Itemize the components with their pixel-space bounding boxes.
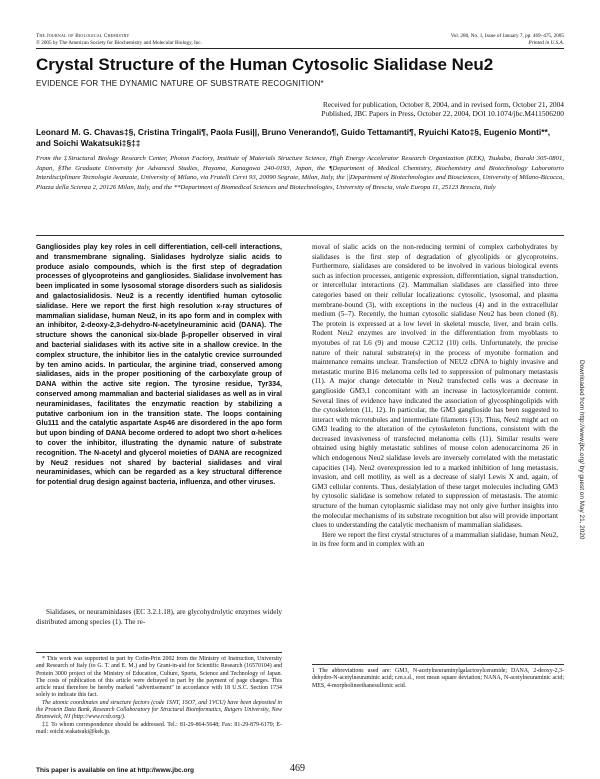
intro-paragraph-start: Sialidases, or neuraminidases (EC 3.2.1.18), are glycohydrolytic enzymes widely distributed among species (1). The re- (36, 608, 282, 626)
footnote-rule (36, 652, 282, 653)
intro-paragraph-next: Here we report the first crystal structures of a mammalian sialidase, human Neu2, in its free form and in complex with an (312, 530, 558, 549)
download-note: Downloaded from http://www.jbc.org/ by guest on May 21, 2020 (578, 360, 585, 540)
footnote-abbreviations: 1 The abbreviations used are: GM3, N-acetylneuraminylgalactosylceramide; DANA, 2-deoxy-2,3-dehydro-N-acetylneuraminic acid; r.m.s.d., root mean square deviation; NANA, N-acetylneuraminic acid; MES, 4-morpholineethanesulfonic acid. (312, 668, 564, 689)
footnotes-left (36, 656, 282, 760)
running-header-right (451, 33, 564, 46)
header-rule (36, 48, 564, 49)
printed-note: Printed in U.S.A. (528, 39, 564, 46)
article-title: Crystal Structure of the Human Cytosolic Sialidase Neu2 (36, 55, 494, 74)
intro-paragraph-continued: moval of sialic acids on the non-reducing termini of complex carbohydrates by sialidases is the first step of degradation of glycolipids or glycoproteins. Furthermore, sialidases are considered to be involved in various biological events such as infection processes, antigenic expression, differentiation, signal transduction, or intercellular interactions (2). Mammalian sialidases are classified into three categories based on their cellular localizations: cytosolic, lysosomal, and plasma membrane-bound (3), with exceptions in the nucleus (4) and in the extracellular medium (5–7). Recently, the human cytosolic sialidase Neu2 has been cloned (8). The protein is expressed at a low level in skeletal muscle, liver, and brain cells. Rodent Neu2 enzymes are involved in the differentiation from myoblasts to myotubes of rat L6 (9) and mouse C2C12 (10) cells. Unfortunately, the precise nature of their natural substrate(s) in the process of myotube formation and maintenance remains unclear. Transfection of NEU2 cDNA to highly invasive and metastatic murine B16 melanoma cells led to suppression of pulmonary metastasis (11). A major change detectable in Neu2 transfected cells was a decrease in ganglioside GM3,1 concomitant with an increase in lactosylceramide content. Several lines of evidence have indicated the association of glycosphingolipids with the cytoskeleton (11, 12). In particular, the GM3 ganglioside has been suggested to interact with microtubules and intermediate filaments (13). Thus, Neu2 might act on GM3 leading to the alteration of the cytoskeleton functions, consistent with the decreased invasiveness of transfected melanoma cells (11). Similar results were obtained using highly metastatic sublines of mouse colon adenocarcinoma 26 in which endogenous Neu2 sialidase levels are inversely correlated with the metastatic capacities (14). Neu2 overexpression led to a marked inhibition of lung metastasis, invasion, and cell motility, as well as a decrease of sialyl Lewis X and, again, of GM3 cellular contents. Thus, desialylation of these target molecules including GM3 by cytosolic sialidase is somehow related to suppression of metastasis. The atomic structure of the human cytoplasmic sialidase may not only give further insights into the molecular mechanisms of its substrate recognition but also will provide important clues to understanding the catalytic mechanism of mammalian sialidases. (312, 243, 558, 530)
published-doi: Published, JBC Papers in Press, October 22, 2004, DOI 10.1074/jbc.M411506200 (321, 109, 564, 119)
footnote-correspondence: ‡‡ To whom correspondence should be addressed. Tel.: 81-29-864-5648; Fax: 81-29-879-6179; E-mail: soichi.wakatsuki@kek.jp. (36, 721, 282, 735)
footnote-pdb: The atomic coordinates and structure factors (code 1SNT, 1SO7, and 1VCU) have been deposited in the Protein Data Bank, Research Collaboratory for Structural Bioinformatics, Rutgers University, New Brunswick, NJ (http://www.rcsb.org/). (36, 699, 282, 721)
footer-online-note: This paper is available on line at http://www.jbc.org (36, 767, 194, 774)
received-dates: Received for publication, October 8, 2004, and in revised form, October 21, 2004 (322, 100, 564, 109)
download-sidebar (577, 360, 587, 700)
publication-history (204, 100, 564, 119)
author-list: Leonard M. G. Chavas‡§, Cristina Tringali¶, Paola Fusi||, Bruno Venerando¶, Guido Tettamanti¶, Ryuichi Kato‡§, Eugenio Monti**, and Soichi Wakatsuki‡§‡‡ (36, 127, 551, 148)
running-header-left (36, 33, 202, 46)
section-rule (36, 235, 564, 236)
journal-name: The Journal of Biological Chemistry (36, 33, 130, 39)
copyright-line: © 2005 by The American Society for Biochemistry and Molecular Biology, Inc. (36, 39, 202, 46)
footnote-rule-right (312, 664, 564, 665)
abstract: Gangliosides play key roles in cell differentiation, cell-cell interactions, and transmembrane signaling. Sialidases hydrolyze sialic acids to produce asialo compounds, which is the first step of degradation processes of glycoproteins and gangliosides. Sialidase involvement has been implicated in some lysosomal storage disorders such as sialidosis and galactosialidosis. Neu2 is a recently identified human cytosolic sialidase. Here we report the first high resolution x-ray structures of mammalian sialidase, human Neu2, in its apo form and in complex with an inhibitor, 2-deoxy-2,3-dehydro-N-acetylneuraminic acid (DANA). The structure shows the canonical six-blade β-propeller observed in viral and bacterial sialidases with its active site in a shallow crevice. In the complex structure, the inhibitor lies in the catalytic crevice surrounded by ten amino acids. In particular, the arginine triad, conserved among sialidases, aids in the proper positioning of the carboxylate group of DANA within the active site region. The tyrosine residue, Tyr334, conserved among mammalian and bacterial sialidases as well as in viral neuraminidases, facilitates the enzymatic reaction by stabilizing a putative carbonium ion in the transition state. The loops containing Glu111 and the catalytic aspartate Asp46 are disordered in the apo form but upon binding of DANA become ordered to adopt two short α-helices to cover the inhibitor, illustrating the dynamic nature of substrate recognition. The N-acetyl and glycerol moieties of DANA are recognized by Neu2 residues not shared by bacterial sialidases and viral neuraminidases, which can be regarded as a key structural difference for potential drug design against bacteria, influenza, and other viruses. (36, 243, 282, 487)
page-number: 469 (290, 763, 305, 774)
intro-right-column (312, 243, 558, 658)
footnote-funding: * This work was supported in part by Cofin-Prin 2002 from the Ministry of Instruction, University and Research of Italy (to G. T. and E. M.) and by Grant-in-aid for Scientific Research (16570104) and Protein 3000 project of the Ministry of Education, Culture, Sports, Science and Technology of Japan. The costs of publication of this article were defrayed in part by the payment of page charges. This article must therefore be hereby marked "advertisement" in accordance with 18 U.S.C. Section 1734 solely to indicate this fact. (36, 656, 282, 699)
article-subtitle: EVIDENCE FOR THE DYNAMIC NATURE OF SUBSTRATE RECOGNITION* (36, 79, 324, 88)
affiliations: From the ‡Structural Biology Research Center, Photon Factory, Institute of Materials Structure Science, High Energy Accelerator Research Organization (KEK), Tsukuba, Ibaraki 305-0801, Japan, §The Graduate University for Advanced Studies, Hayama, Kanagawa 240-0193, Japan, the ¶Department of Medical Chemistry, Biochemistry and Biotechnology Laboratorio Interdisciplinare Tecnologie Avanzate, University of Milano, via Fratelli Cervi 93, 20090 Segrate, Milan, Italy, the ||Department of Biotechnologies and Biosciences, University of Milano-Bicocca, Piazza della Scienza 2, 20126 Milan, Italy, and the **Department of Biomedical Sciences and Biotechnologies, University of Brescia, viale Europa 11, 25123 Brescia, Italy (36, 155, 564, 191)
volume-info: Vol. 280, No. 1, Issue of January 7, pp. 469–475, 2005 (450, 33, 564, 39)
